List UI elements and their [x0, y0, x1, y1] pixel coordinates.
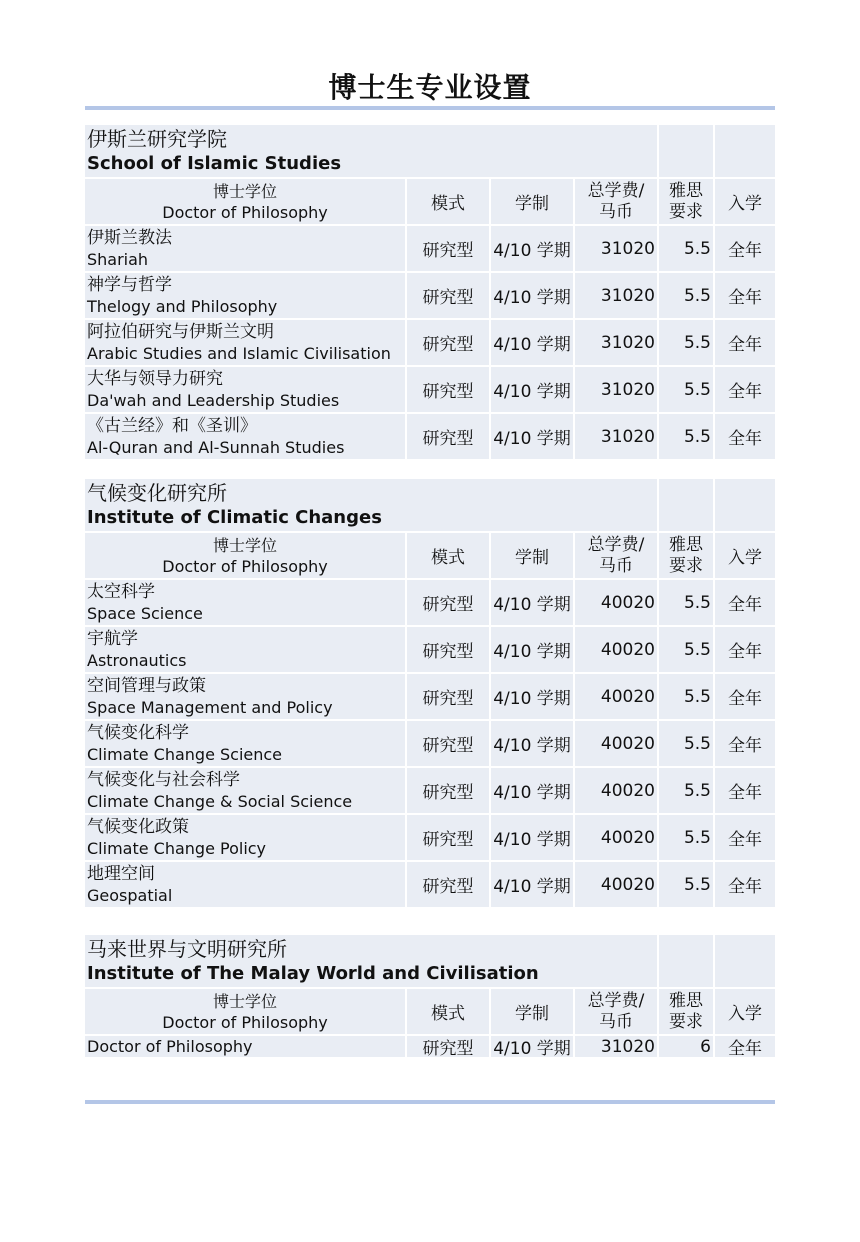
header-degree [85, 179, 405, 224]
section-name-en: School of Islamic Studies [87, 152, 342, 174]
page-title: 博士生专业设置 [328, 71, 532, 104]
section-title [85, 125, 657, 177]
header-degree-cn: 博士学位 [212, 181, 277, 201]
header-mode: 模式 [407, 179, 489, 224]
program-duration: 4/10 学期 [491, 580, 573, 625]
program-ielts: 5.5 [659, 226, 713, 271]
header-intake: 入学 [715, 989, 775, 1034]
program-ielts: 5.5 [659, 862, 713, 907]
program-mode: 研究型 [407, 226, 489, 271]
bottom-divider [85, 1100, 775, 1104]
section-header-row [85, 935, 775, 987]
header-fee [575, 533, 657, 578]
header-degree-en: Doctor of Philosophy [162, 556, 328, 576]
header-ielts-line1: 雅思 [669, 990, 703, 1011]
program-intake: 全年 [715, 862, 775, 907]
program-fee: 31020 [575, 414, 657, 459]
header-ielts-line2: 要求 [669, 1011, 703, 1032]
header-intake: 入学 [715, 179, 775, 224]
program-name [85, 320, 405, 365]
program-duration: 4/10 学期 [491, 273, 573, 318]
header-fee-line1: 总学费/ [587, 180, 645, 201]
program-name-en: Climate Change Policy [87, 838, 267, 858]
program-intake: 全年 [715, 768, 775, 813]
header-ielts-line2: 要求 [669, 201, 703, 222]
header-fee-line2: 马币 [599, 1011, 633, 1032]
table-row [85, 226, 775, 271]
program-name-en: Geospatial [87, 885, 173, 905]
header-fee-line1: 总学费/ [587, 990, 645, 1011]
program-mode: 研究型 [407, 627, 489, 672]
section-header-row [85, 479, 775, 531]
program-ielts: 5.5 [659, 580, 713, 625]
program-fee: 31020 [575, 1036, 657, 1057]
program-ielts: 5.5 [659, 768, 713, 813]
program-intake: 全年 [715, 414, 775, 459]
program-ielts: 6 [659, 1036, 713, 1057]
program-name [85, 226, 405, 271]
program-name-cn: 宇航学 [87, 628, 138, 649]
program-mode: 研究型 [407, 815, 489, 860]
program-fee: 31020 [575, 367, 657, 412]
program-intake: 全年 [715, 580, 775, 625]
program-name-en: Doctor of Philosophy [87, 1036, 253, 1056]
blank-cell [715, 125, 775, 177]
blank-cell [659, 125, 713, 177]
section-name-cn: 气候变化研究所 [87, 480, 227, 505]
header-degree-cn: 博士学位 [212, 535, 277, 555]
program-name [85, 815, 405, 860]
header-mode: 模式 [407, 533, 489, 578]
program-intake: 全年 [715, 320, 775, 365]
program-duration: 4/10 学期 [491, 226, 573, 271]
program-duration: 4/10 学期 [491, 320, 573, 365]
program-duration: 4/10 学期 [491, 367, 573, 412]
table-row [85, 320, 775, 365]
header-fee-line2: 马币 [599, 555, 633, 576]
program-duration: 4/10 学期 [491, 1036, 573, 1057]
table-row [85, 580, 775, 625]
program-name-en: Al-Quran and Al-Sunnah Studies [87, 437, 345, 457]
header-duration: 学制 [491, 989, 573, 1034]
program-name-en: Da'wah and Leadership Studies [87, 390, 340, 410]
header-degree [85, 533, 405, 578]
program-name-en: Climate Change Science [87, 744, 283, 764]
program-name-cn: 神学与哲学 [87, 274, 172, 295]
table-row [85, 414, 775, 459]
program-ielts: 5.5 [659, 627, 713, 672]
program-fee: 40020 [575, 674, 657, 719]
header-degree-en: Doctor of Philosophy [162, 1012, 328, 1032]
program-mode: 研究型 [407, 320, 489, 365]
program-duration: 4/10 学期 [491, 815, 573, 860]
program-mode: 研究型 [407, 1036, 489, 1057]
program-name-en: Astronautics [87, 650, 187, 670]
header-ielts [659, 533, 713, 578]
program-name-cn: 大华与领导力研究 [87, 368, 223, 389]
program-mode: 研究型 [407, 862, 489, 907]
header-ielts [659, 989, 713, 1034]
program-intake: 全年 [715, 627, 775, 672]
program-name [85, 273, 405, 318]
column-header-row [85, 533, 775, 578]
header-fee [575, 179, 657, 224]
program-name [85, 367, 405, 412]
column-header-row [85, 989, 775, 1034]
program-name [85, 414, 405, 459]
program-mode: 研究型 [407, 367, 489, 412]
table-row [85, 862, 775, 907]
header-intake: 入学 [715, 533, 775, 578]
program-name [85, 721, 405, 766]
header-duration: 学制 [491, 533, 573, 578]
program-name-en: Shariah [87, 249, 149, 269]
program-mode: 研究型 [407, 721, 489, 766]
program-name [85, 580, 405, 625]
program-duration: 4/10 学期 [491, 768, 573, 813]
section-name-en: Institute of Climatic Changes [87, 506, 382, 528]
program-name-en: Thelogy and Philosophy [87, 296, 278, 316]
program-intake: 全年 [715, 815, 775, 860]
program-name-cn: 气候变化与社会科学 [87, 769, 240, 790]
header-ielts-line1: 雅思 [669, 534, 703, 555]
table-row [85, 768, 775, 813]
table-row [85, 627, 775, 672]
program-name-cn: 空间管理与政策 [87, 675, 206, 696]
section-name-cn: 伊斯兰研究学院 [87, 126, 227, 151]
section-malay-world [85, 935, 775, 1059]
program-name [85, 862, 405, 907]
program-ielts: 5.5 [659, 367, 713, 412]
program-intake: 全年 [715, 226, 775, 271]
header-mode: 模式 [407, 989, 489, 1034]
program-name-en: Arabic Studies and Islamic Civilisation [87, 343, 391, 363]
program-duration: 4/10 学期 [491, 414, 573, 459]
program-intake: 全年 [715, 721, 775, 766]
program-name-cn: 气候变化政策 [87, 816, 189, 837]
program-name [85, 1036, 405, 1057]
program-fee: 40020 [575, 580, 657, 625]
header-degree [85, 989, 405, 1034]
program-ielts: 5.5 [659, 674, 713, 719]
program-duration: 4/10 学期 [491, 862, 573, 907]
header-degree-cn: 博士学位 [212, 991, 277, 1011]
program-name-en: Space Science [87, 603, 203, 623]
program-name-cn: 伊斯兰教法 [87, 227, 172, 248]
program-intake: 全年 [715, 273, 775, 318]
program-name-cn: 气候变化科学 [87, 722, 189, 743]
program-intake: 全年 [715, 674, 775, 719]
blank-cell [715, 935, 775, 987]
program-mode: 研究型 [407, 674, 489, 719]
program-name-en: Space Management and Policy [87, 697, 333, 717]
table-row [85, 1036, 775, 1057]
program-fee: 31020 [575, 320, 657, 365]
header-ielts-line1: 雅思 [669, 180, 703, 201]
header-duration: 学制 [491, 179, 573, 224]
program-fee: 40020 [575, 815, 657, 860]
column-header-row [85, 179, 775, 224]
program-fee: 40020 [575, 627, 657, 672]
program-duration: 4/10 学期 [491, 627, 573, 672]
top-divider [85, 106, 775, 110]
program-name [85, 768, 405, 813]
program-name [85, 627, 405, 672]
section-title [85, 935, 657, 987]
header-ielts [659, 179, 713, 224]
section-title [85, 479, 657, 531]
section-header-row [85, 125, 775, 177]
program-name-en: Climate Change & Social Science [87, 791, 353, 811]
table-row [85, 815, 775, 860]
program-duration: 4/10 学期 [491, 721, 573, 766]
program-fee: 31020 [575, 273, 657, 318]
program-ielts: 5.5 [659, 721, 713, 766]
section-name-en: Institute of The Malay World and Civilisation [87, 962, 539, 984]
header-degree-en: Doctor of Philosophy [162, 202, 328, 222]
program-fee: 40020 [575, 768, 657, 813]
program-fee: 40020 [575, 721, 657, 766]
program-name [85, 674, 405, 719]
program-fee: 31020 [575, 226, 657, 271]
program-mode: 研究型 [407, 768, 489, 813]
header-fee-line1: 总学费/ [587, 534, 645, 555]
program-name-cn: 《古兰经》和《圣训》 [87, 415, 257, 436]
section-name-cn: 马来世界与文明研究所 [87, 936, 287, 961]
program-duration: 4/10 学期 [491, 674, 573, 719]
program-ielts: 5.5 [659, 414, 713, 459]
header-ielts-line2: 要求 [669, 555, 703, 576]
program-ielts: 5.5 [659, 320, 713, 365]
section-climatic-changes [85, 479, 775, 909]
program-mode: 研究型 [407, 273, 489, 318]
table-row [85, 273, 775, 318]
program-fee: 40020 [575, 862, 657, 907]
program-ielts: 5.5 [659, 815, 713, 860]
table-row [85, 721, 775, 766]
program-intake: 全年 [715, 1036, 775, 1057]
table-row [85, 367, 775, 412]
blank-cell [659, 479, 713, 531]
table-row [85, 674, 775, 719]
program-mode: 研究型 [407, 414, 489, 459]
header-fee-line2: 马币 [599, 201, 633, 222]
program-intake: 全年 [715, 367, 775, 412]
program-ielts: 5.5 [659, 273, 713, 318]
program-name-cn: 阿拉伯研究与伊斯兰文明 [87, 321, 274, 342]
program-name-cn: 地理空间 [87, 863, 155, 884]
program-name-cn: 太空科学 [87, 581, 155, 602]
program-mode: 研究型 [407, 580, 489, 625]
blank-cell [715, 479, 775, 531]
blank-cell [659, 935, 713, 987]
header-fee [575, 989, 657, 1034]
section-islamic-studies [85, 125, 775, 461]
